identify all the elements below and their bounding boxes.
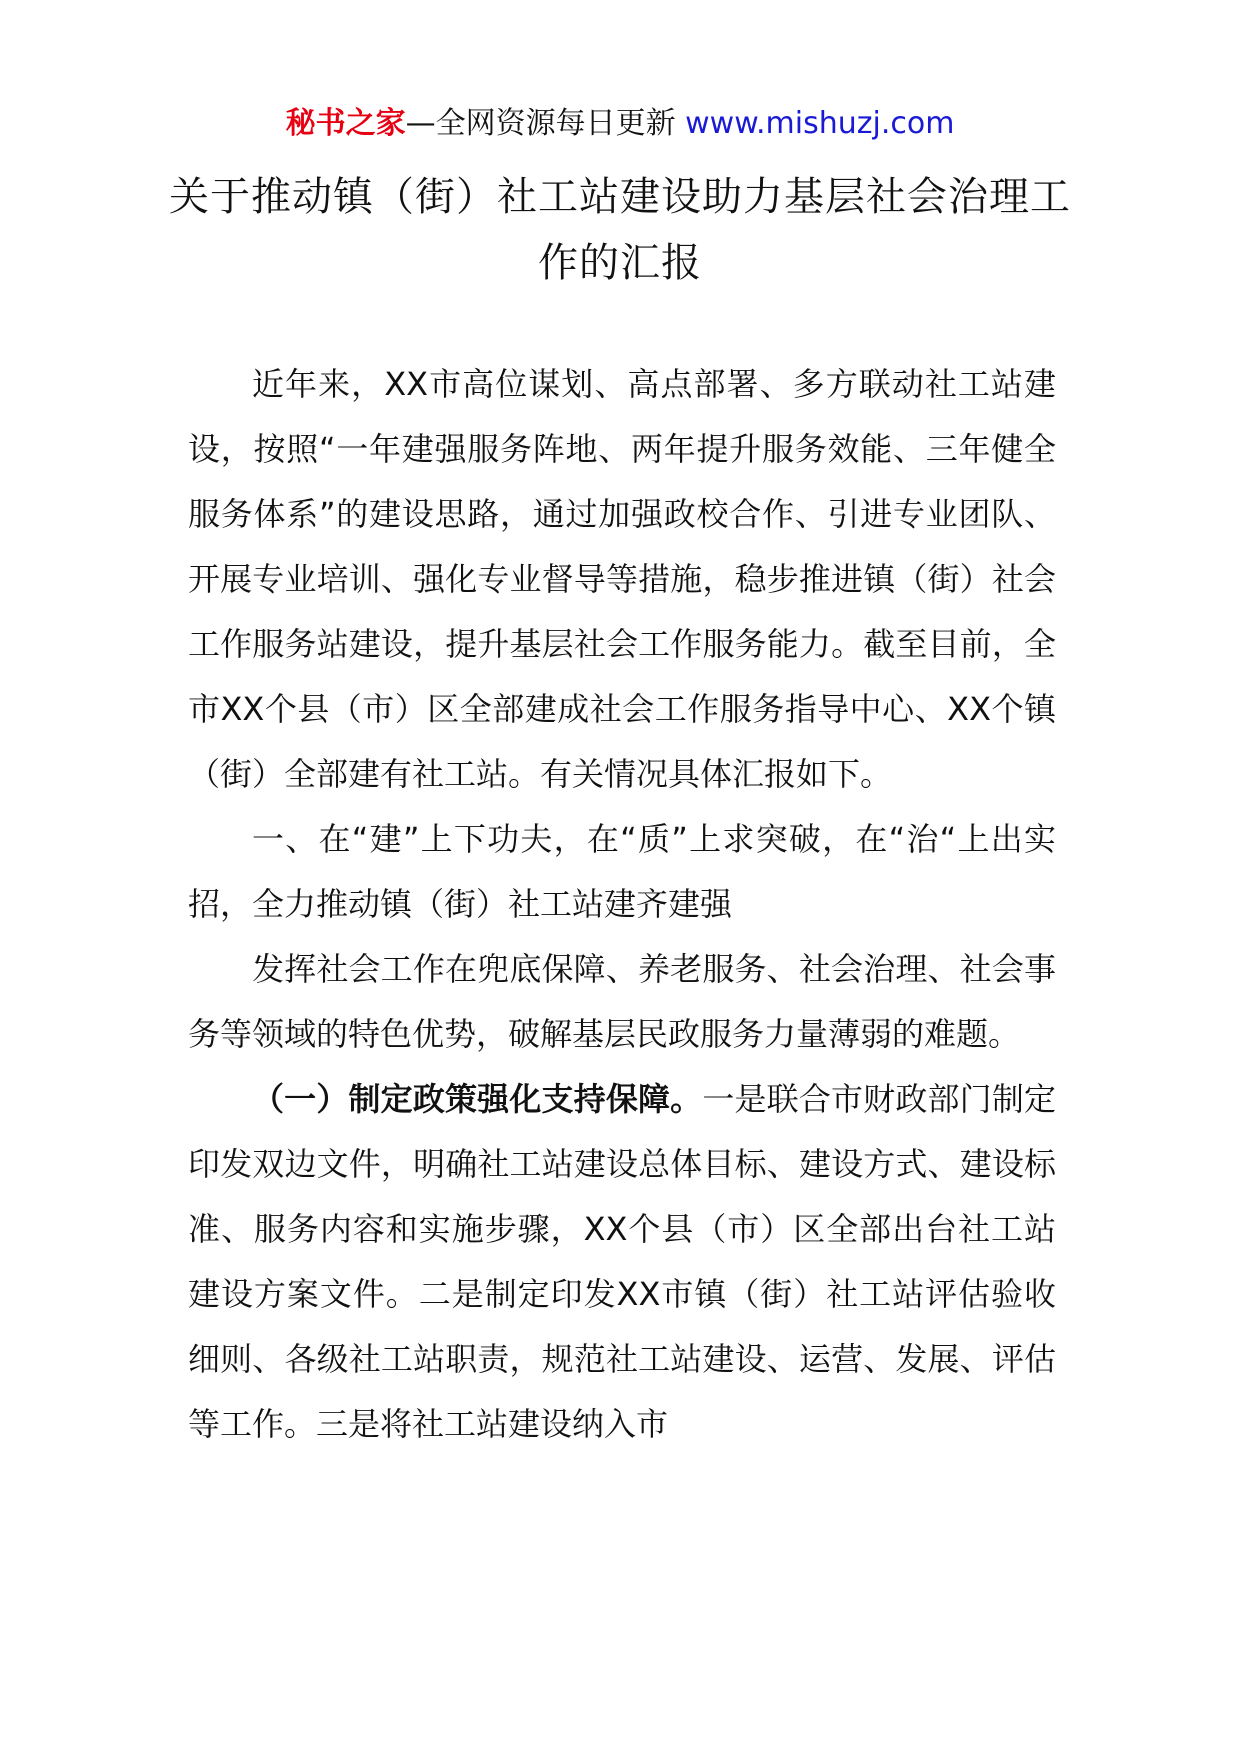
subsection-heading-1: （一）制定政策强化支持保障。 [252,1080,703,1118]
document-body [188,352,1056,1457]
subsection-text-1: 一是联合市财政部门制定印发双边文件，明确社工站建设总体目标、建设方式、建设标准、服务内容和实施步骤，XX个县（市）区全部出台社工站建设方案文件。二是制定印发XX市镇（街）社工站评估验收细则、各级社工站职责，规范社工站建设、运营、发展、评估等工作。三是将社工站建设纳入市 [188,1080,1056,1443]
section-intro-paragraph: 发挥社会工作在兜底保障、养老服务、社会治理、社会事务等领域的特色优势，破解基层民政服务力量薄弱的难题。 [188,950,1056,1053]
brand-name: 秘书之家 [285,106,406,141]
intro-paragraph: 近年来，XX市高位谋划、高点部署、多方联动社工站建设，按照“一年建强服务阵地、两年提升服务效能、三年健全服务体系”的建设思路，通过加强政校合作、引进专业团队、开展专业培训、强化专业督导等措施，稳步推进镇（街）社会工作服务站建设，提升基层社会工作服务能力。截至目前，全市XX个县（市）区全部建成社会工作服务指导中心、XX个镇（街）全部建有社工站。有关情况具体汇报如下。 [188,365,1056,793]
site-header [0,102,1240,146]
site-url-link[interactable]: www.mishuzj.com [685,106,955,141]
subsection-paragraph-1 [188,1067,1056,1457]
section-heading-1: 一、在“建”上下功夫，在“质”上求突破，在“治“上出实招，全力推动镇（街）社工站建齐建强 [188,820,1056,923]
header-tagline: —全网资源每日更新 [405,106,686,141]
document-title: 关于推动镇（街）社工站建设助力基层社会治理工作的汇报 [169,174,1071,286]
